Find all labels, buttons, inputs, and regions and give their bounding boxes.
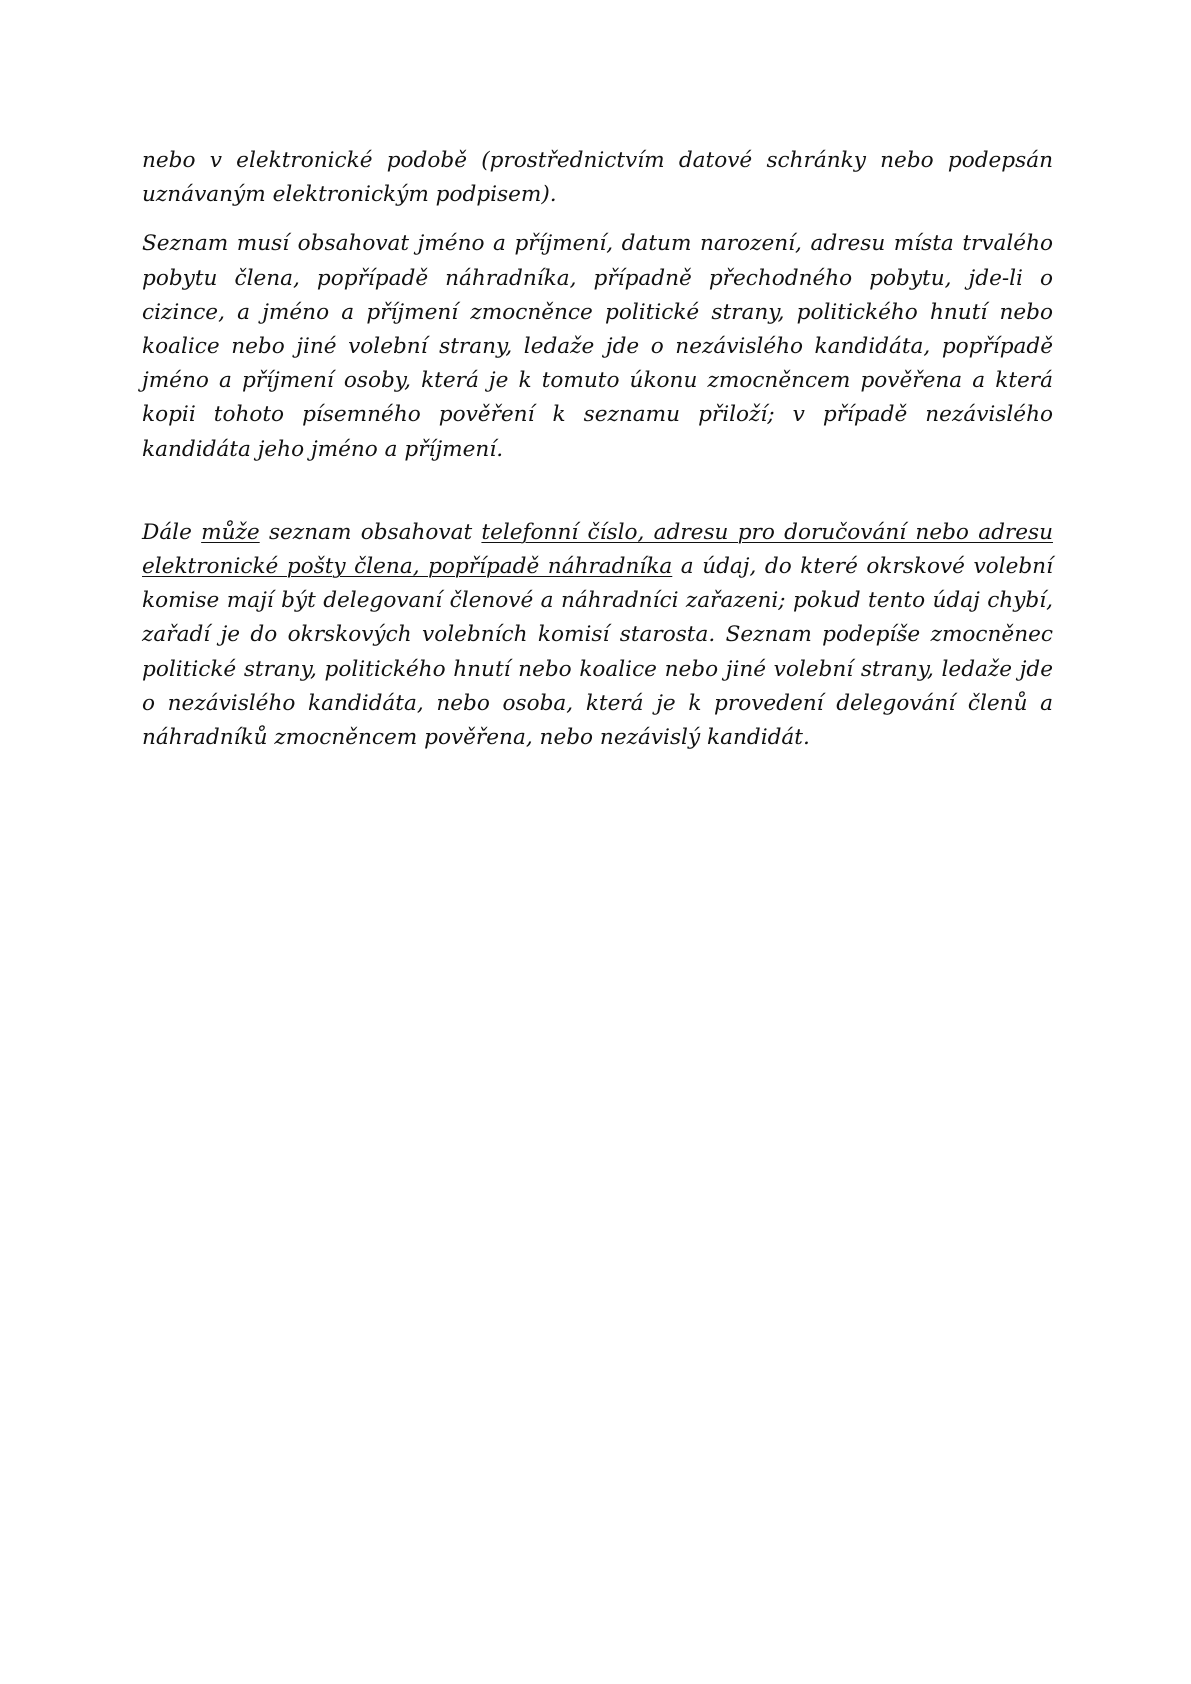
document-body — [142, 144, 1053, 755]
paragraph-3-text-3: a údaj, do které okrskové volební komise mají být delegovaní členové a náhradníci zařazeni; pokud tento údaj chybí, zařadí je do okrskových volebních komisí starosta. Seznam podepíše zmocněnec politické strany, politického hnutí nebo koalice nebo jiné volební strany, ledaže jde o nezávislého kandidáta, nebo osoba, která je k provedení delegování členů a náhradníků zmocněncem pověřena, nebo nezávislý kandidát. — [142, 554, 1054, 751]
paragraph-optional-contents — [142, 516, 1053, 755]
underlined-word-muze: může — [201, 519, 260, 545]
paragraph-electronic-form: nebo v elektronické podobě (prostřednictvím datové schránky nebo podepsán uznávaným elektronickým podpisem). — [142, 148, 1053, 208]
paragraph-list-requirements: Seznam musí obsahovat jméno a příjmení, datum narození, adresu místa trvalého pobytu člena, popřípadě náhradníka, případně přechodného pobytu, jde-li o cizince, a jméno a příjmení zmocněnce politické strany, politického hnutí nebo koalice nebo jiné volební strany, ledaže jde o nezávislého kandidáta, popřípadě jméno a příjmení osoby, která je k tomuto úkonu zmocněncem pověřena a která kopii tohoto písemného pověření k seznamu přiloží; v případě nezávislého kandidáta jeho jméno a příjmení. — [142, 231, 1053, 462]
underlined-contact-details: telefonní číslo, adresu pro doručování nebo adresu elektronické pošty člena, popřípadě náhradníka — [142, 519, 1053, 580]
paragraph-3-text-1: Dále — [142, 519, 202, 545]
paragraph-3-text-2: seznam obsahovat — [259, 519, 482, 545]
